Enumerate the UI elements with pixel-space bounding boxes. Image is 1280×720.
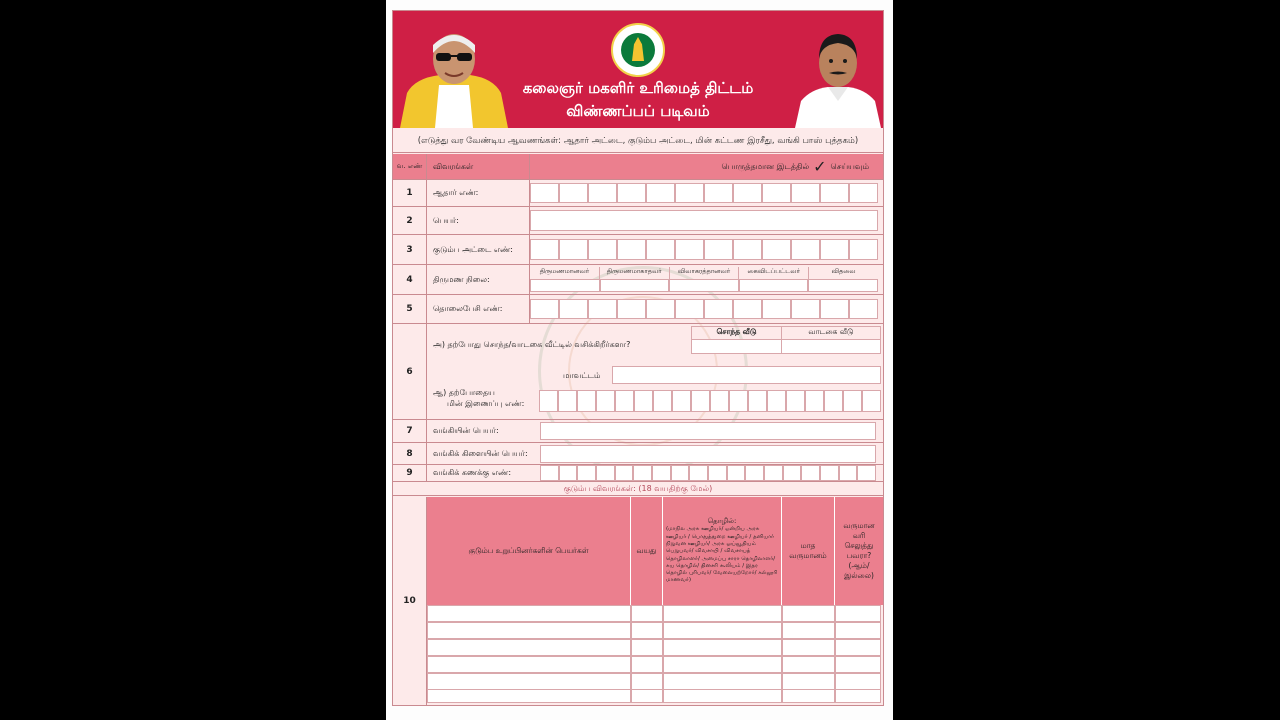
row-8-number: 8	[393, 443, 427, 465]
serial-number-header: வ. எண்	[393, 154, 427, 180]
marital-check-married[interactable]	[530, 279, 600, 292]
family-income-header: மாத வருமானம்	[782, 497, 835, 605]
residence-question: அ) தற்போது சொந்த/வாடகை வீட்டில் வசிக்கிறீர்களா?	[433, 340, 631, 349]
row-5-number: 5	[393, 295, 427, 324]
residence-section	[427, 324, 883, 420]
family-occupation-header	[663, 497, 782, 605]
row-2-label: பெயர்:	[427, 207, 530, 235]
leader-photo-right	[793, 21, 883, 128]
instruction-text-b: செய்யவும்	[830, 161, 869, 171]
row-6-number: 6	[393, 324, 427, 420]
rented-house-label: வாடகை வீடு	[782, 327, 880, 340]
row-7-label: வங்கியின் பெயர்:	[427, 420, 530, 443]
row-8-label: வங்கிக் கிளையின் பெயர்:	[427, 443, 542, 465]
row-1-number: 1	[393, 180, 427, 207]
district-input[interactable]	[612, 366, 881, 384]
own-house-label: சொந்த வீடு	[692, 327, 782, 340]
family-row[interactable]	[427, 605, 883, 622]
row-2-number: 2	[393, 207, 427, 235]
family-row[interactable]	[427, 622, 883, 639]
row-5-label: தொலைபேசி எண்:	[427, 295, 530, 324]
form-subtitle: விண்ணப்பப் படிவம்	[566, 102, 710, 120]
family-row[interactable]	[427, 689, 883, 703]
family-row[interactable]	[427, 656, 883, 673]
rented-house-checkbox[interactable]	[782, 340, 880, 353]
family-row[interactable]	[427, 673, 883, 690]
checkmark-icon: ✓	[813, 157, 827, 176]
occupation-title: தொழில்:	[707, 517, 737, 526]
phone-field[interactable]	[530, 295, 883, 324]
application-form	[392, 10, 884, 706]
bank-account-field[interactable]	[530, 465, 883, 482]
eb-question-line1: ஆ) தற்போதைய	[433, 388, 495, 397]
marital-option-unmarried: திருமணமாகாதவர்	[600, 267, 670, 279]
leader-photo-left	[395, 23, 513, 128]
instruction-text-a: பொருத்தமான இடத்தில்	[721, 161, 810, 171]
bank-name-field[interactable]	[530, 420, 883, 443]
marital-option-abandoned: கைவிடப்பட்டவர்	[739, 267, 809, 279]
aadhaar-field[interactable]	[530, 180, 883, 207]
row-10-number: 10	[393, 497, 427, 705]
marital-option-married: திருமணமானவர்	[530, 267, 600, 279]
marital-check-abandoned[interactable]	[739, 279, 809, 292]
bank-branch-field[interactable]	[530, 443, 883, 465]
ration-card-field[interactable]	[530, 235, 883, 265]
header-banner	[393, 11, 883, 128]
occupation-description: (மாநில அரசு ஊழியர்/ ஒன்றிய அரசு ஊழியர் / பொதுத்துறை ஊழியர் / தனியார் நிறுவன ஊழியர்/ அரசு ஓய்வூதியம் பெறுபவர்/ விவசாயி / விவசாயத் தொழிலாளர்/ அமைப்பு சாரா தொழிலாளர்/ சுய தொழில்/ தினசரி கூலியம் / இதர தொழில் புரிபவர்/ வேலையற்றோர்/ கல்லூரி மாணவர்)	[666, 526, 778, 584]
family-table	[427, 497, 883, 705]
form-title: கலைஞர் மகளிர் உரிமைத் திட்டம்	[522, 79, 754, 97]
instruction-header	[530, 154, 883, 180]
district-label: மாவட்டம்	[563, 371, 601, 380]
family-row[interactable]	[427, 639, 883, 656]
tn-emblem-icon	[611, 23, 665, 77]
row-4-number: 4	[393, 265, 427, 295]
required-documents-note: (எடுத்து வர வேண்டிய ஆவணங்கள்: ஆதார் அட்டை, குடும்ப அட்டை, மின் கட்டண இரசீது, வங்கி பாஸ் புத்தகம்)	[393, 130, 883, 153]
row-3-number: 3	[393, 235, 427, 265]
row-3-label: குடும்ப அட்டை எண்:	[427, 235, 530, 265]
name-field[interactable]	[530, 207, 883, 235]
row-9-label: வங்கிக் கணக்கு எண்:	[427, 465, 530, 482]
row-1-label: ஆதார் எண்:	[427, 180, 530, 207]
family-section-title: குடும்ப விவரங்கள்: (18 வயதிற்கு மேல்)	[393, 482, 883, 496]
row-4-label: திருமண நிலை:	[427, 265, 530, 295]
family-tax-header: வருமான வரி செலுத்து பவரா? (ஆம்/ இல்லை)	[835, 497, 883, 605]
details-header: விவரங்கள்	[427, 154, 530, 180]
eb-question-line2: மின் இணைப்பு எண்:	[447, 399, 525, 408]
own-house-checkbox[interactable]	[692, 340, 782, 353]
marital-option-divorced: விவாகரத்தானவர்	[670, 267, 740, 279]
eb-number-field[interactable]	[539, 390, 881, 412]
row-9-number: 9	[393, 465, 427, 482]
marital-check-unmarried[interactable]	[600, 279, 670, 292]
residence-options	[691, 326, 881, 354]
family-names-header: குடும்ப உறுப்பினர்களின் பெயர்கள்	[427, 497, 631, 605]
marital-check-widow[interactable]	[808, 279, 878, 292]
family-age-header: வயது	[631, 497, 663, 605]
row-7-number: 7	[393, 420, 427, 443]
marital-status-field	[530, 265, 883, 295]
marital-check-divorced[interactable]	[669, 279, 739, 292]
marital-option-widow: விதவை	[831, 267, 856, 275]
